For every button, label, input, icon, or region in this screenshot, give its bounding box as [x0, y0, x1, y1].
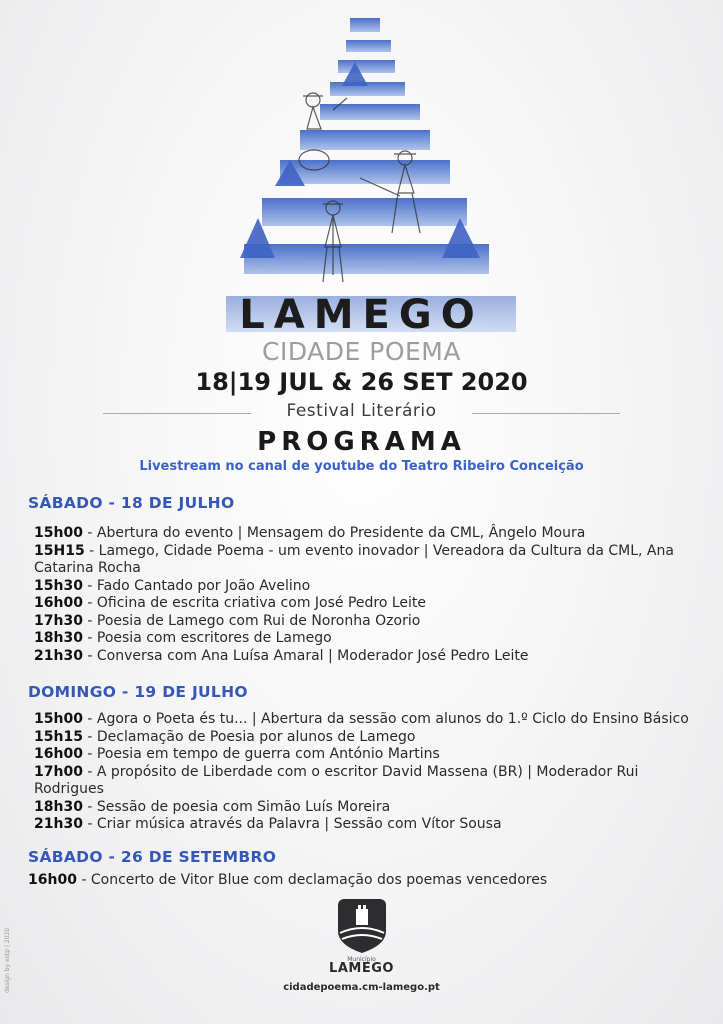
schedule-time: 15h30 [34, 577, 83, 594]
schedule-text: - Conversa com Ana Luísa Amaral | Moderador José Pedro Leite [82, 647, 529, 664]
schedule-item [34, 764, 702, 799]
day-heading: DOMINGO - 19 DE JULHO [28, 683, 248, 701]
schedule-time: 21h30 [34, 816, 83, 832]
schedule-time: 15h00 [34, 711, 83, 727]
schedule-item [34, 648, 702, 666]
event-dates: 18|19 JUL & 26 SET 2020 [195, 368, 528, 396]
schedule-item [34, 711, 702, 729]
subtitle: CIDADE POEMA [262, 337, 461, 366]
schedule-text: - Fado Cantado por João Avelino [82, 577, 311, 594]
programa-heading: PROGRAMA [257, 427, 466, 457]
schedule-time: 15H15 [34, 542, 85, 559]
schedule-time: 18h30 [34, 630, 83, 646]
schedule-text: - Abertura do evento | Mensagem do Presidente da CML, Ângelo Moura [82, 525, 586, 541]
schedule-text: - Concerto de Vitor Blue com declamação dos poemas vencedores [76, 872, 548, 888]
festival-label: Festival Literário [286, 401, 437, 421]
schedule-time: 16h00 [34, 595, 83, 611]
schedule-text: - A propósito de Liberdade com o escritor David Massena (BR) | Moderador Rui Rodrigues [34, 763, 639, 797]
schedule-time: 17h30 [34, 612, 83, 629]
schedule-time: 17h00 [34, 763, 83, 780]
schedule-list [34, 525, 702, 665]
schedule-time: 15h00 [34, 525, 83, 541]
schedule-item [34, 613, 702, 631]
schedule-text: - Criar música através da Palavra | Sessão com Vítor Sousa [82, 816, 502, 832]
schedule-item [34, 799, 702, 817]
schedule-time: 15h15 [34, 728, 83, 745]
schedule-item [34, 543, 702, 578]
day-heading: SÁBADO - 18 DE JULHO [28, 494, 235, 512]
festival-banner [103, 401, 620, 425]
schedule-item [34, 525, 702, 543]
day-heading: SÁBADO - 26 DE SETEMBRO [28, 848, 277, 866]
schedule-item [28, 872, 696, 890]
schedule-item [34, 729, 702, 747]
schedule-text: - Lamego, Cidade Poema - um evento inovador | Vereadora da Cultura da CML, Ana Catarina Rocha [34, 542, 674, 576]
schedule-time: 21h30 [34, 647, 83, 664]
schedule-item [34, 746, 702, 764]
schedule-item [34, 630, 702, 648]
schedule-text: - Agora o Poeta és tu... | Abertura da sessão com alunos do 1.º Ciclo do Ensino Básico [82, 711, 689, 727]
schedule-item [34, 578, 702, 596]
schedule-text: - Poesia em tempo de guerra com António Martins [82, 746, 440, 762]
municipio-lamego-shield-icon [330, 893, 394, 955]
schedule-text: - Sessão de poesia com Simão Luís Moreira [82, 798, 391, 815]
design-credit: design by estp | 2020 [4, 927, 11, 993]
schedule-time: 18h30 [34, 798, 83, 815]
schedule-text: - Poesia com escritores de Lamego [82, 630, 332, 646]
schedule-item [34, 595, 702, 613]
stair-steps [226, 18, 516, 332]
livestream-note: Livestream no canal de youtube do Teatro Ribeiro Conceição [139, 459, 584, 474]
website-link[interactable]: cidadepoema.cm-lamego.pt [283, 982, 440, 993]
page-title: LAMEGO [239, 292, 484, 338]
divider-right [472, 413, 620, 414]
schedule-time: 16h00 [34, 746, 83, 762]
schedule-text: - Poesia de Lamego com Rui de Noronha Ozorio [82, 612, 421, 629]
schedule-item [34, 816, 702, 834]
schedule-list [28, 872, 696, 890]
schedule-time: 16h00 [28, 872, 77, 888]
schedule-list [34, 711, 702, 834]
logo-name: LAMEGO [329, 961, 394, 976]
logo-municipio-label: Município [347, 956, 376, 963]
schedule-text: - Oficina de escrita criativa com José Pedro Leite [82, 595, 427, 611]
schedule-text: - Declamação de Poesia por alunos de Lamego [82, 728, 416, 745]
